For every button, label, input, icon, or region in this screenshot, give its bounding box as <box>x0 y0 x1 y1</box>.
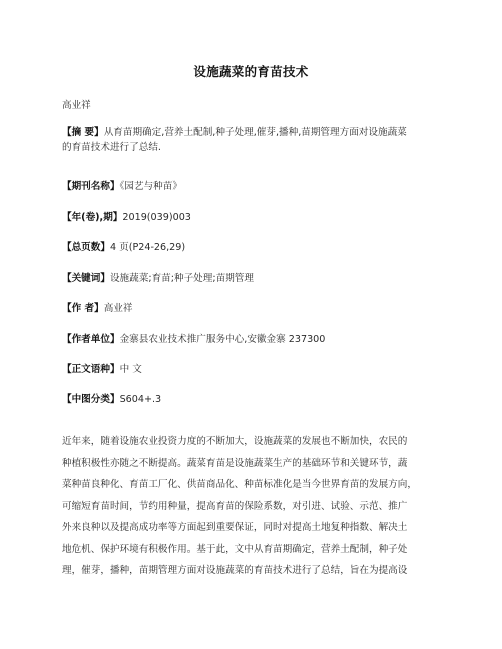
meta-label: 【年(卷),期】 <box>62 212 123 223</box>
body-line: 近年来，随着设施农业投资力度的不断加大，设施蔬菜的发展也不断加快，农民的 <box>62 436 408 447</box>
author-name: 高业祥 <box>62 100 91 111</box>
meta-label: 【关键词】 <box>62 273 110 284</box>
meta-pages <box>62 241 185 254</box>
meta-value: 4 页(P24-26,29) <box>109 242 186 253</box>
meta-label: 【总页数】 <box>62 242 110 253</box>
meta-value: 中 文 <box>119 364 142 375</box>
article-title: 设施蔬菜的育苗技术 <box>193 64 309 79</box>
meta-label: 【摘 要】 <box>62 127 104 138</box>
meta-value: 的育苗技术进行了总结. <box>62 142 161 153</box>
meta-label: 【期刊名称】 <box>62 181 120 192</box>
meta-label: 【正文语种】 <box>62 364 120 375</box>
meta-year-issue <box>62 211 191 224</box>
meta-value: 从育苗期确定,营养土配制,种子处理,催芽,播种,苗期管理方面对设施蔬菜 <box>103 127 407 138</box>
body-line: 地危机、保护环境有积极作用。基于此，文中从育苗期确定，营养土配制，种子处 <box>62 544 408 555</box>
meta-affiliation <box>62 333 325 346</box>
meta-value: 高业祥 <box>103 303 133 314</box>
meta-author <box>62 302 133 315</box>
meta-value: 设施蔬菜;育苗;种子处理;苗期管理 <box>109 273 254 284</box>
body-line: 种植积极性亦随之不断提高。蔬菜育苗是设施蔬菜生产的基础环节和关键环节，蔬 <box>62 458 408 469</box>
meta-label: 【中图分类】 <box>62 394 120 405</box>
body-line: 可缩短育苗时间，节约用种量，提高育苗的保险系数，对引进、试验、示范、推广 <box>62 501 408 512</box>
meta-keywords <box>62 272 254 285</box>
meta-journal <box>62 180 182 193</box>
meta-label: 【作者单位】 <box>62 334 120 345</box>
meta-value: 金寨县农业技术推广服务中心,安徽金寨 237300 <box>119 334 326 345</box>
meta-language <box>62 363 142 376</box>
meta-value: S604+.3 <box>119 394 162 405</box>
meta-value: 2019(039)003 <box>122 212 191 223</box>
meta-label: 【作 者】 <box>62 303 104 314</box>
meta-abstract <box>62 126 407 139</box>
meta-classification <box>62 393 161 406</box>
body-line: 外来良种以及提高成功率等方面起到重要保证，同时对提高土地复种指数、解决土 <box>62 522 408 533</box>
body-line: 菜种苗良种化、育苗工厂化、供苗商品化、种苗标准化是当今世界育苗的发展方向， <box>62 479 417 490</box>
meta-value: 《园艺与种苗》 <box>119 181 182 192</box>
meta-abstract-cont <box>62 141 161 154</box>
body-line: 理，催芽，播种，苗期管理方面对设施蔬菜的育苗技术进行了总结，旨在为提高设 <box>62 565 408 576</box>
